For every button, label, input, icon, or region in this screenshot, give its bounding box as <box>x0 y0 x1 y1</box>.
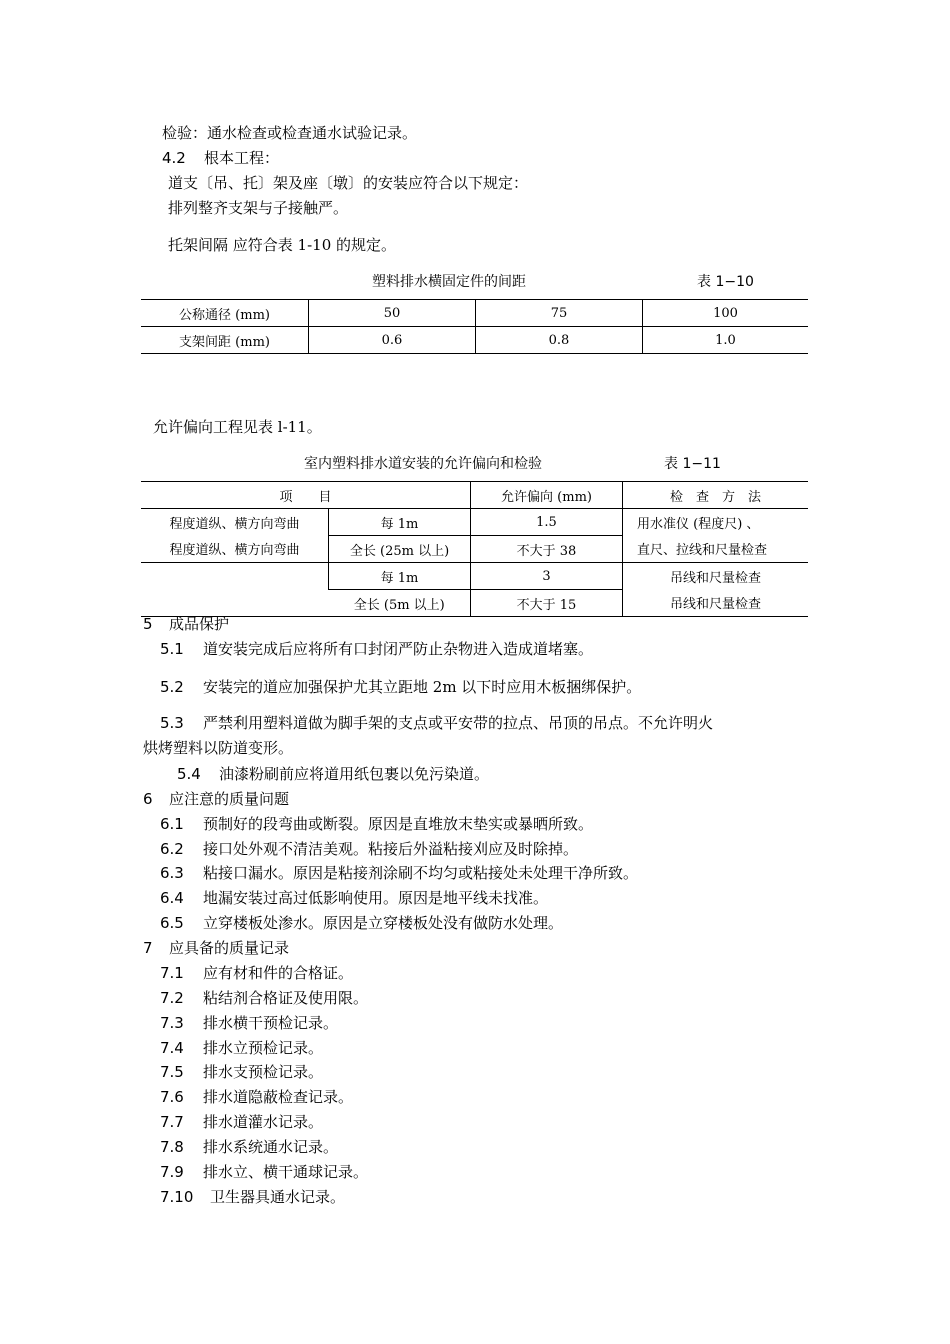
item-number: 7.3 <box>160 1014 184 1032</box>
list-item <box>160 888 548 908</box>
mid-line: 允许偏向工程见表 l-11。 <box>153 418 322 436</box>
table-cell: 不大于 38 <box>471 536 623 563</box>
item-text: 道安装完成后应将所有口封闭严防止杂物进入造成道堵塞。 <box>203 640 594 658</box>
table-cell: 直尺、拉线和尺量检查 <box>623 536 809 563</box>
list-item <box>160 839 578 859</box>
section-number: 6 <box>143 790 153 808</box>
list-item <box>160 677 641 697</box>
list-item <box>177 764 489 784</box>
item-number: 7.7 <box>160 1113 184 1131</box>
table-cell: 程度道纵、横方向弯曲 <box>169 516 300 532</box>
table-cell: 支架间距 (mm) <box>141 327 309 354</box>
intro-line-5: 托架间隔 应符合表 1-10 的规定。 <box>168 236 397 254</box>
table-cell: 全长 (5m 以上) <box>329 590 471 617</box>
item-text: 粘接口漏水。原因是粘接剂涂刷不均匀或粘接处未处理干净所致。 <box>203 864 639 882</box>
table-header-row <box>141 482 808 509</box>
item-number: 7.2 <box>160 989 184 1007</box>
table-cell: 50 <box>309 300 476 327</box>
table2-number: 表 1−11 <box>664 456 721 472</box>
list-item-continuation: 烘烤塑料以防道变形。 <box>143 739 294 757</box>
item-number: 7.6 <box>160 1088 184 1106</box>
list-item <box>160 863 638 883</box>
section-number: 5 <box>143 615 153 633</box>
item-number: 6.3 <box>160 864 184 882</box>
section-title: 应注意的质量问题 <box>169 790 290 808</box>
list-item <box>160 1137 338 1157</box>
item-number: 7.5 <box>160 1063 184 1081</box>
header-cell: 项 目 <box>141 482 471 509</box>
table1-number: 表 1−10 <box>697 274 754 290</box>
section-title: 成品保护 <box>169 615 230 633</box>
item-number: 7.4 <box>160 1039 184 1057</box>
intro-line-1: 检验：通水检查或检查通水试验记录。 <box>162 124 418 142</box>
item-text: 卫生器具通水记录。 <box>210 1188 346 1206</box>
list-item <box>160 963 353 983</box>
item-text: 应有材和件的合格证。 <box>203 964 354 982</box>
item-text: 预制好的段弯曲或断裂。原因是直堆放末垫实或暴晒所致。 <box>203 815 594 833</box>
item-number: 6.4 <box>160 889 184 907</box>
table-cell: 全长 (25m 以上) <box>329 536 471 563</box>
item-text: 地漏安装过高过低影响使用。原因是地平线未找准。 <box>203 889 549 907</box>
item-text: 排水横干预检记录。 <box>203 1014 339 1032</box>
item-number: 5.3 <box>160 714 184 732</box>
header-cell: 检 查 方 法 <box>623 482 809 509</box>
item-text: 严禁利用塑料道做为脚手架的支点或平安带的拉点、吊顶的吊点。不允许明火 <box>203 714 714 732</box>
table-cell: 吊线和尺量检查 <box>623 563 809 590</box>
table-cell: 75 <box>476 300 643 327</box>
list-item <box>160 1162 368 1182</box>
item-text: 立穿楼板处渗水。原因是立穿楼板处没有做防水处理。 <box>203 914 564 932</box>
table-cell: 每 1m <box>329 509 471 536</box>
list-item <box>160 1187 345 1207</box>
table-cell: 不大于 15 <box>471 590 623 617</box>
table-row <box>141 536 808 563</box>
table-cell: 3 <box>471 563 623 590</box>
list-item <box>160 1087 353 1107</box>
item-number: 6.1 <box>160 815 184 833</box>
table-cell: 公称通径 (mm) <box>141 300 309 327</box>
list-item <box>160 713 713 733</box>
item-text: 排水支预检记录。 <box>203 1063 324 1081</box>
table-row <box>141 509 808 536</box>
list-item <box>160 1038 323 1058</box>
item-number: 6.2 <box>160 840 184 858</box>
item-number: 5.4 <box>177 765 201 783</box>
list-item <box>160 1062 323 1082</box>
table-cell: 每 1m <box>329 563 471 590</box>
section-5-heading <box>143 614 229 634</box>
table-row <box>141 300 808 327</box>
table-row <box>141 563 808 590</box>
list-item <box>160 913 563 933</box>
table-cell: 100 <box>643 300 809 327</box>
item-text: 安装完的道应加强保护尤其立距地 2m 以下时应用木板捆绑保护。 <box>203 678 642 696</box>
item-number: 5.2 <box>160 678 184 696</box>
section-title: 根本工程： <box>204 149 280 167</box>
table-cell: 0.6 <box>309 327 476 354</box>
list-item <box>160 814 593 834</box>
item-number: 6.5 <box>160 914 184 932</box>
item-text: 排水立预检记录。 <box>203 1039 324 1057</box>
item-text: 排水道灌水记录。 <box>203 1113 324 1131</box>
table-cell: 1.5 <box>471 509 623 536</box>
item-number: 7.9 <box>160 1163 184 1181</box>
table2-caption: 室内塑料排水道安装的允许偏向和检验 <box>304 456 542 472</box>
table-cell: 0.8 <box>476 327 643 354</box>
list-item <box>160 1013 338 1033</box>
section-title: 应具备的质量记录 <box>169 939 290 957</box>
table2 <box>141 481 808 617</box>
list-item <box>160 988 368 1008</box>
item-text: 粘结剂合格证及使用限。 <box>203 989 369 1007</box>
item-number: 7.10 <box>160 1188 194 1206</box>
item-text: 排水道隐蔽检查记录。 <box>203 1088 354 1106</box>
item-text: 排水系统通水记录。 <box>203 1138 339 1156</box>
header-cell: 允许偏向 (mm) <box>471 482 623 509</box>
table-cell: 程度道纵、横方向弯曲 <box>141 536 329 563</box>
item-text: 排水立、横干通球记录。 <box>203 1163 369 1181</box>
table-cell: 用水准仪 (程度尺) 、 <box>623 509 809 536</box>
intro-line-3: 道支〔吊、托〕架及座〔墩〕的安装应符合以下规定： <box>168 174 529 192</box>
section-6-heading <box>143 789 289 809</box>
section-number: 7 <box>143 939 153 957</box>
item-text: 油漆粉刷前应将道用纸包裹以免污染道。 <box>219 765 490 783</box>
intro-line-4: 排列整齐支架与子接触严。 <box>168 199 349 217</box>
item-number: 7.1 <box>160 964 184 982</box>
item-text: 接口处外观不清洁美观。粘接后外溢粘接刈应及时除掉。 <box>203 840 579 858</box>
section-number: 4.2 <box>162 149 186 167</box>
table-row <box>141 327 808 354</box>
table1-caption: 塑料排水横固定件的间距 <box>372 274 526 290</box>
section-4-2 <box>162 148 279 168</box>
table-cell: 吊线和尺量检查 <box>623 590 809 617</box>
list-item <box>160 639 593 659</box>
table-cell: 1.0 <box>643 327 809 354</box>
table1 <box>141 299 808 354</box>
table-cell <box>141 563 329 617</box>
section-7-heading <box>143 938 289 958</box>
item-number: 7.8 <box>160 1138 184 1156</box>
list-item <box>160 1112 323 1132</box>
item-number: 5.1 <box>160 640 184 658</box>
